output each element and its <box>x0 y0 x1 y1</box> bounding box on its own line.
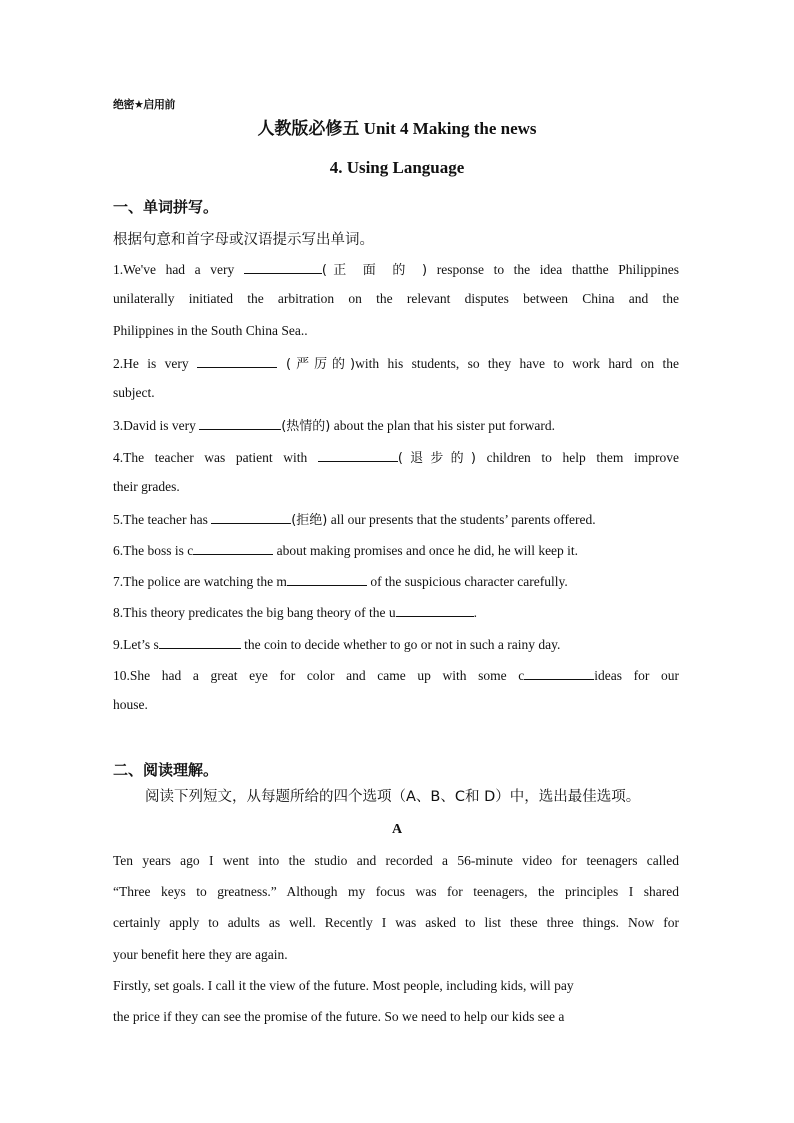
section2-heading: 二、阅读理解。 <box>113 761 219 779</box>
question-3-text-a: 3.David is very <box>113 418 200 433</box>
passage-line-5: Firstly, set goals. I call it the view of the future. Most people, including kids, will pay <box>113 978 574 993</box>
question-3-text-b: about the plan that his sister put forward. <box>330 418 555 433</box>
answer-blank-10[interactable] <box>524 665 594 680</box>
question-1-text-b: response to the idea thatthe Philippines <box>427 262 679 277</box>
question-9-text-b: the coin to decide whether to go or not in such a rainy day. <box>240 637 561 652</box>
page-subtitle: 4. Using Language <box>329 158 465 177</box>
answer-blank-8[interactable] <box>396 602 474 617</box>
question-7-text-a: 7.The police are watching the m <box>113 574 287 589</box>
question-10-line-2: house. <box>113 697 148 712</box>
page-title: 人教版必修五 Unit 4 Making the news <box>257 119 537 138</box>
question-4-line-2: their grades. <box>113 479 180 494</box>
question-1-line-2: unilaterally initiated the arbitration on the relevant disputes between China and the <box>113 291 679 306</box>
section1-heading: 一、单词拼写。 <box>113 198 219 216</box>
answer-blank-2[interactable] <box>197 353 277 368</box>
question-1-text-a: 1.We've had a very <box>113 262 244 277</box>
question-5-text-b: all our presents that the students’ parents offered. <box>327 512 596 527</box>
question-10-text-b: ideas for our <box>594 668 679 683</box>
question-4 <box>113 447 679 468</box>
question-2-line-2: subject. <box>113 385 155 400</box>
question-5-hint: (拒绝) <box>291 513 328 528</box>
question-4-hint: (退步的) <box>397 451 476 466</box>
question-4-text-b: children to help them improve <box>475 450 679 465</box>
answer-blank-1[interactable] <box>244 259 322 274</box>
question-2 <box>113 353 679 374</box>
answer-blank-3[interactable] <box>199 415 281 430</box>
question-4-text-a: 4.The teacher was patient with <box>113 450 318 465</box>
question-10 <box>113 665 679 685</box>
passage-label: A <box>391 822 403 837</box>
question-8-text-b: . <box>473 605 478 620</box>
question-9-text-a: 9.Let’s s <box>113 637 159 652</box>
question-6-text-a: 6.The boss is c <box>113 543 194 558</box>
question-10-text-a: 10.She had a great eye for color and came up with some c <box>113 668 525 683</box>
passage-line-1: Ten years ago I went into the studio and recorded a 56-minute video for teenagers called <box>113 853 679 868</box>
question-1-hint: (正 面 的 ) <box>321 263 428 278</box>
question-5-text-a: 5.The teacher has <box>113 512 212 527</box>
answer-blank-9[interactable] <box>159 634 241 649</box>
question-7 <box>113 571 679 591</box>
section2-instruction: 阅读下列短文，从每题所给的四个选项（A、B、C和 D）中，选出最佳选项。 <box>145 789 641 805</box>
answer-blank-5[interactable] <box>211 509 291 524</box>
passage-line-2: “Three keys to greatness.” Although my focus was for teenagers, the principles I shared <box>113 884 679 899</box>
question-3-hint: (热情的) <box>281 419 331 434</box>
passage-line-6: the price if they can see the promise of the future. So we need to help our kids see a <box>113 1009 565 1024</box>
question-9 <box>113 634 679 654</box>
question-6-text-b: about making promises and once he did, he will keep it. <box>273 543 579 558</box>
secret-label: 绝密★启用前 <box>113 98 175 111</box>
answer-blank-4[interactable] <box>318 447 398 462</box>
answer-blank-7[interactable] <box>287 571 367 586</box>
question-3 <box>113 415 679 436</box>
question-2-text-a: 2.He is very <box>113 356 197 371</box>
answer-blank-6[interactable] <box>193 540 273 555</box>
question-2-hint: (严厉的) <box>276 357 356 372</box>
question-6 <box>113 540 679 560</box>
question-5 <box>113 509 679 530</box>
question-2-text-b: with his students, so they have to work hard on the <box>355 356 680 371</box>
section1-instruction: 根据句意和首字母或汉语提示写出单词。 <box>113 232 374 248</box>
passage-line-3: certainly apply to adults as well. Recently I was asked to list these three things. Now for <box>113 915 679 930</box>
question-1 <box>113 259 679 280</box>
question-8 <box>113 602 679 622</box>
passage-line-4: your benefit here they are again. <box>113 947 288 962</box>
question-8-text-a: 8.This theory predicates the big bang theory of the u <box>113 605 396 620</box>
question-1-line-3: Philippines in the South China Sea.. <box>113 323 308 338</box>
question-7-text-b: of the suspicious character carefully. <box>366 574 568 589</box>
